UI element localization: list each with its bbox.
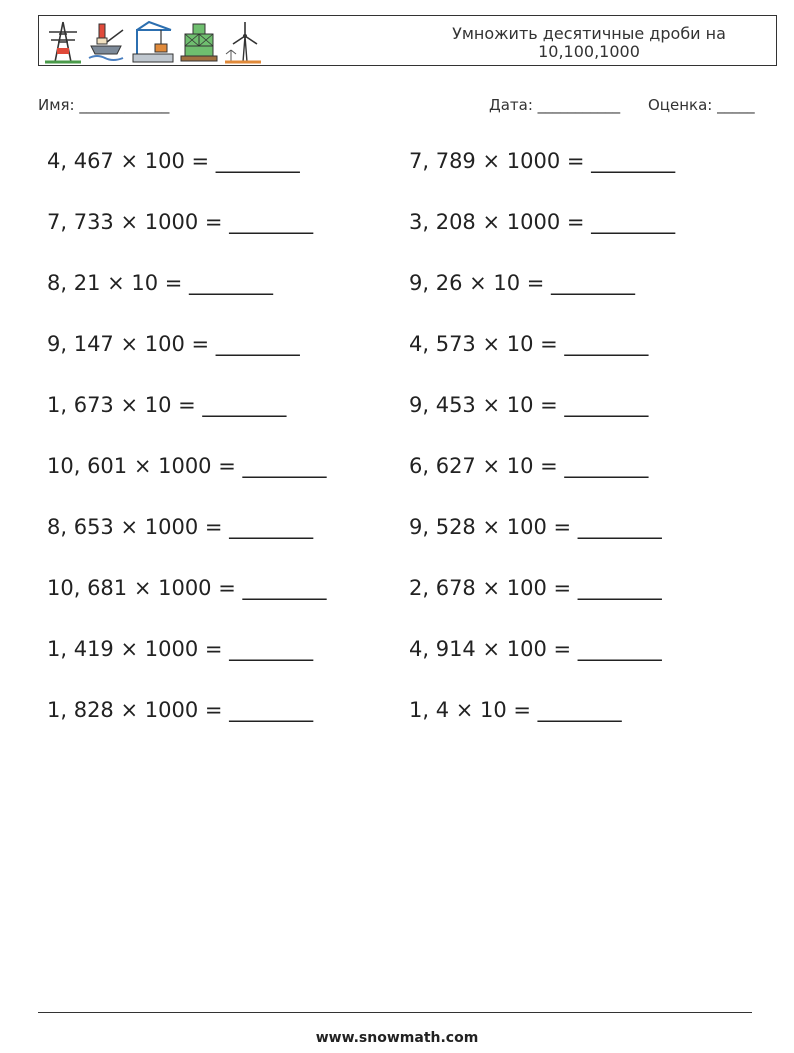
- problem-2-2[interactable]: 3, 208 × 1000 = ________: [409, 210, 676, 234]
- problem-3-2[interactable]: 9, 26 × 10 = ________: [409, 271, 636, 295]
- problem-2-1[interactable]: 7, 733 × 1000 = ________: [47, 210, 314, 234]
- footer-divider: [38, 1012, 752, 1013]
- title-line-2: 10,100,1000: [538, 42, 640, 61]
- problem-6-2[interactable]: 6, 627 × 10 = ________: [409, 454, 649, 478]
- header-icons: [43, 18, 263, 64]
- cargo-pallet-icon: [179, 20, 219, 64]
- problem-7-2[interactable]: 9, 528 × 100 = ________: [409, 515, 662, 539]
- name-field[interactable]: Имя: ____________: [38, 96, 170, 114]
- problem-5-2[interactable]: 9, 453 × 10 = ________: [409, 393, 649, 417]
- problem-5-1[interactable]: 1, 673 × 10 = ________: [47, 393, 287, 417]
- problem-4-1[interactable]: 9, 147 × 100 = ________: [47, 332, 300, 356]
- problem-8-1[interactable]: 10, 681 × 1000 = ________: [47, 576, 327, 600]
- date-field[interactable]: Дата: ___________: [489, 96, 621, 114]
- title-line-1: Умножить десятичные дроби на: [452, 24, 726, 43]
- problem-4-2[interactable]: 4, 573 × 10 = ________: [409, 332, 649, 356]
- problem-6-1[interactable]: 10, 601 × 1000 = ________: [47, 454, 327, 478]
- problem-9-2[interactable]: 4, 914 × 100 = ________: [409, 637, 662, 661]
- crane-icon: [131, 20, 175, 64]
- power-tower-icon: [43, 20, 83, 64]
- footer-site: www.snowmath.com: [315, 1030, 479, 1046]
- problem-8-2[interactable]: 2, 678 × 100 = ________: [409, 576, 662, 600]
- header-box: [38, 15, 777, 66]
- problem-10-2[interactable]: 1, 4 × 10 = ________: [409, 698, 622, 722]
- problem-3-1[interactable]: 8, 21 × 10 = ________: [47, 271, 274, 295]
- problem-10-1[interactable]: 1, 828 × 1000 = ________: [47, 698, 314, 722]
- grade-field[interactable]: Оценка: _____: [648, 96, 755, 114]
- problem-1-1[interactable]: 4, 467 × 100 = ________: [47, 149, 300, 173]
- oil-platform-icon: [87, 20, 127, 64]
- wind-turbine-icon: [223, 20, 263, 64]
- problem-9-1[interactable]: 1, 419 × 1000 = ________: [47, 637, 314, 661]
- problem-7-1[interactable]: 8, 653 × 1000 = ________: [47, 515, 314, 539]
- problem-1-2[interactable]: 7, 789 × 1000 = ________: [409, 149, 676, 173]
- worksheet-title: [419, 25, 759, 61]
